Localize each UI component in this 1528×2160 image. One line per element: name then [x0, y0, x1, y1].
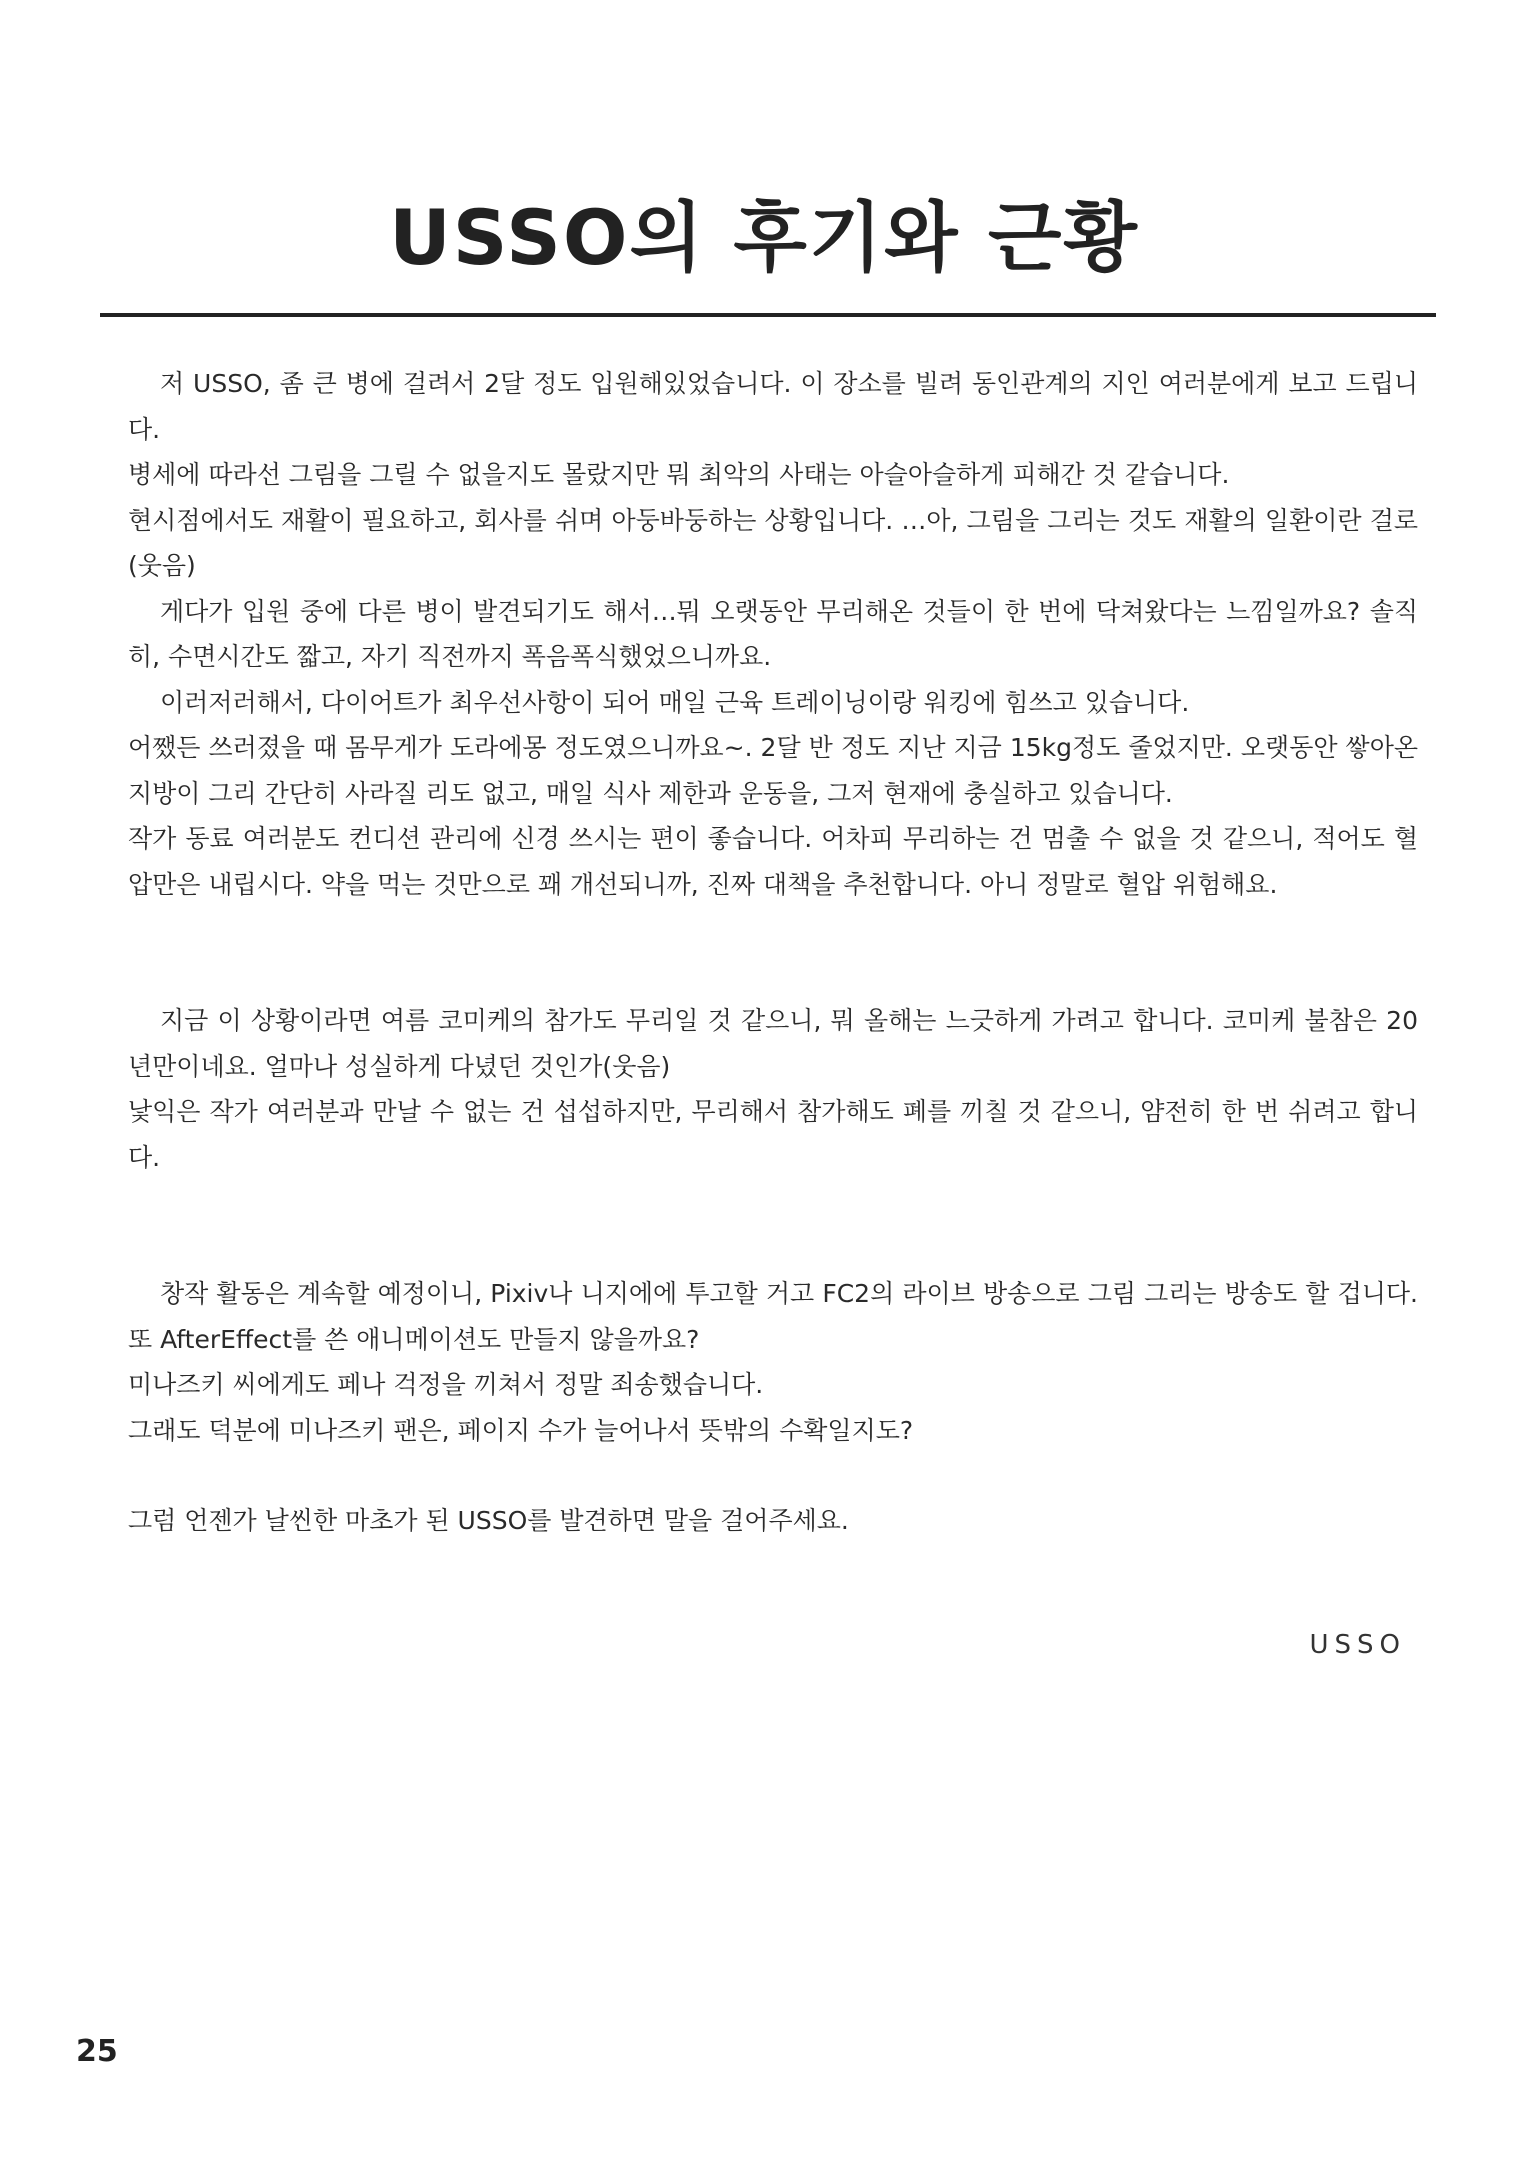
author-signature: USSO [1309, 1630, 1406, 1660]
paragraph: 게다가 입원 중에 다른 병이 발견되기도 해서…뭐 오랫동안 무리해온 것들이 한 번에 닥쳐왔다는 느낌일까요? 솔직히, 수면시간도 짧고, 자기 직전까지 폭음폭식했었으니까요. [128, 596, 1418, 671]
paragraph-spacer [128, 907, 1418, 998]
paragraph: 현시점에서도 재활이 필요하고, 회사를 쉬며 아둥바둥하는 상황입니다. …아, 그림을 그리는 것도 재활의 일환이란 걸로(웃음) [128, 505, 1418, 580]
paragraph: 이러저러해서, 다이어트가 최우선사항이 되어 매일 근육 트레이닝이랑 워킹에 힘쓰고 있습니다. [160, 687, 1190, 717]
paragraph: 그래도 덕분에 미나즈키 팬은, 페이지 수가 늘어나서 뜻밖의 수확일지도? [128, 1415, 914, 1445]
paragraph: 창작 활동은 계속할 예정이니, Pixiv나 니지에에 투고할 거고 FC2의 라이브 방송으로 그림 그리는 방송도 할 겁니다. 또 AfterEffect를 쓴 애니메이션도 만들지 않을까요? [128, 1279, 1418, 1354]
title-divider [100, 313, 1436, 317]
paragraph: 미나즈키 씨에게도 페나 걱정을 끼쳐서 정말 죄송했습니다. [128, 1370, 764, 1399]
page-number: 25 [76, 2034, 118, 2069]
paragraph-spacer [128, 1180, 1418, 1271]
paragraph: 어쨌든 쓰러졌을 때 몸무게가 도라에몽 정도였으니까요~. 2달 반 정도 지난 지금 15kg정도 줄었지만. 오랫동안 쌓아온 지방이 그리 간단히 사라질 리도 없고, 매일 식사 제한과 운동을, 그저 현재에 충실하고 있습니다. [128, 733, 1418, 808]
paragraph: 낯익은 작가 여러분과 만날 수 없는 건 섭섭하지만, 무리해서 참가해도 폐를 끼칠 것 같으니, 얌전히 한 번 쉬려고 합니다. [128, 1097, 1418, 1172]
paragraph-spacer [128, 1453, 1418, 1498]
page-title: USSO의 후기와 근황 [389, 193, 1139, 282]
paragraph: 지금 이 상황이라면 여름 코미케의 참가도 무리일 것 같으니, 뭐 올해는 느긋하게 가려고 합니다. 코미케 불참은 20년만이네요. 얼마나 성실하게 다녔던 것인가(웃음) [128, 1006, 1418, 1081]
paragraph: 저 USSO, 좀 큰 병에 걸려서 2달 정도 입원해있었습니다. 이 장소를 빌려 동인관계의 지인 여러분에게 보고 드립니다. [128, 369, 1418, 444]
paragraph: 작가 동료 여러분도 컨디션 관리에 신경 쓰시는 편이 좋습니다. 어차피 무리하는 건 멈출 수 없을 것 같으니, 적어도 혈압만은 내립시다. 약을 먹는 것만으로 꽤 개선되니까, 진짜 대책을 추천합니다. 아니 정말로 혈압 위험해요. [128, 824, 1418, 899]
article-body [128, 361, 1418, 1544]
paragraph: 병세에 따라선 그림을 그릴 수 없을지도 몰랐지만 뭐 최악의 사태는 아슬아슬하게 피해간 것 같습니다. [128, 460, 1230, 489]
closing-line: 그럼 언젠가 날씬한 마초가 된 USSO를 발견하면 말을 걸어주세요. [128, 1506, 849, 1535]
